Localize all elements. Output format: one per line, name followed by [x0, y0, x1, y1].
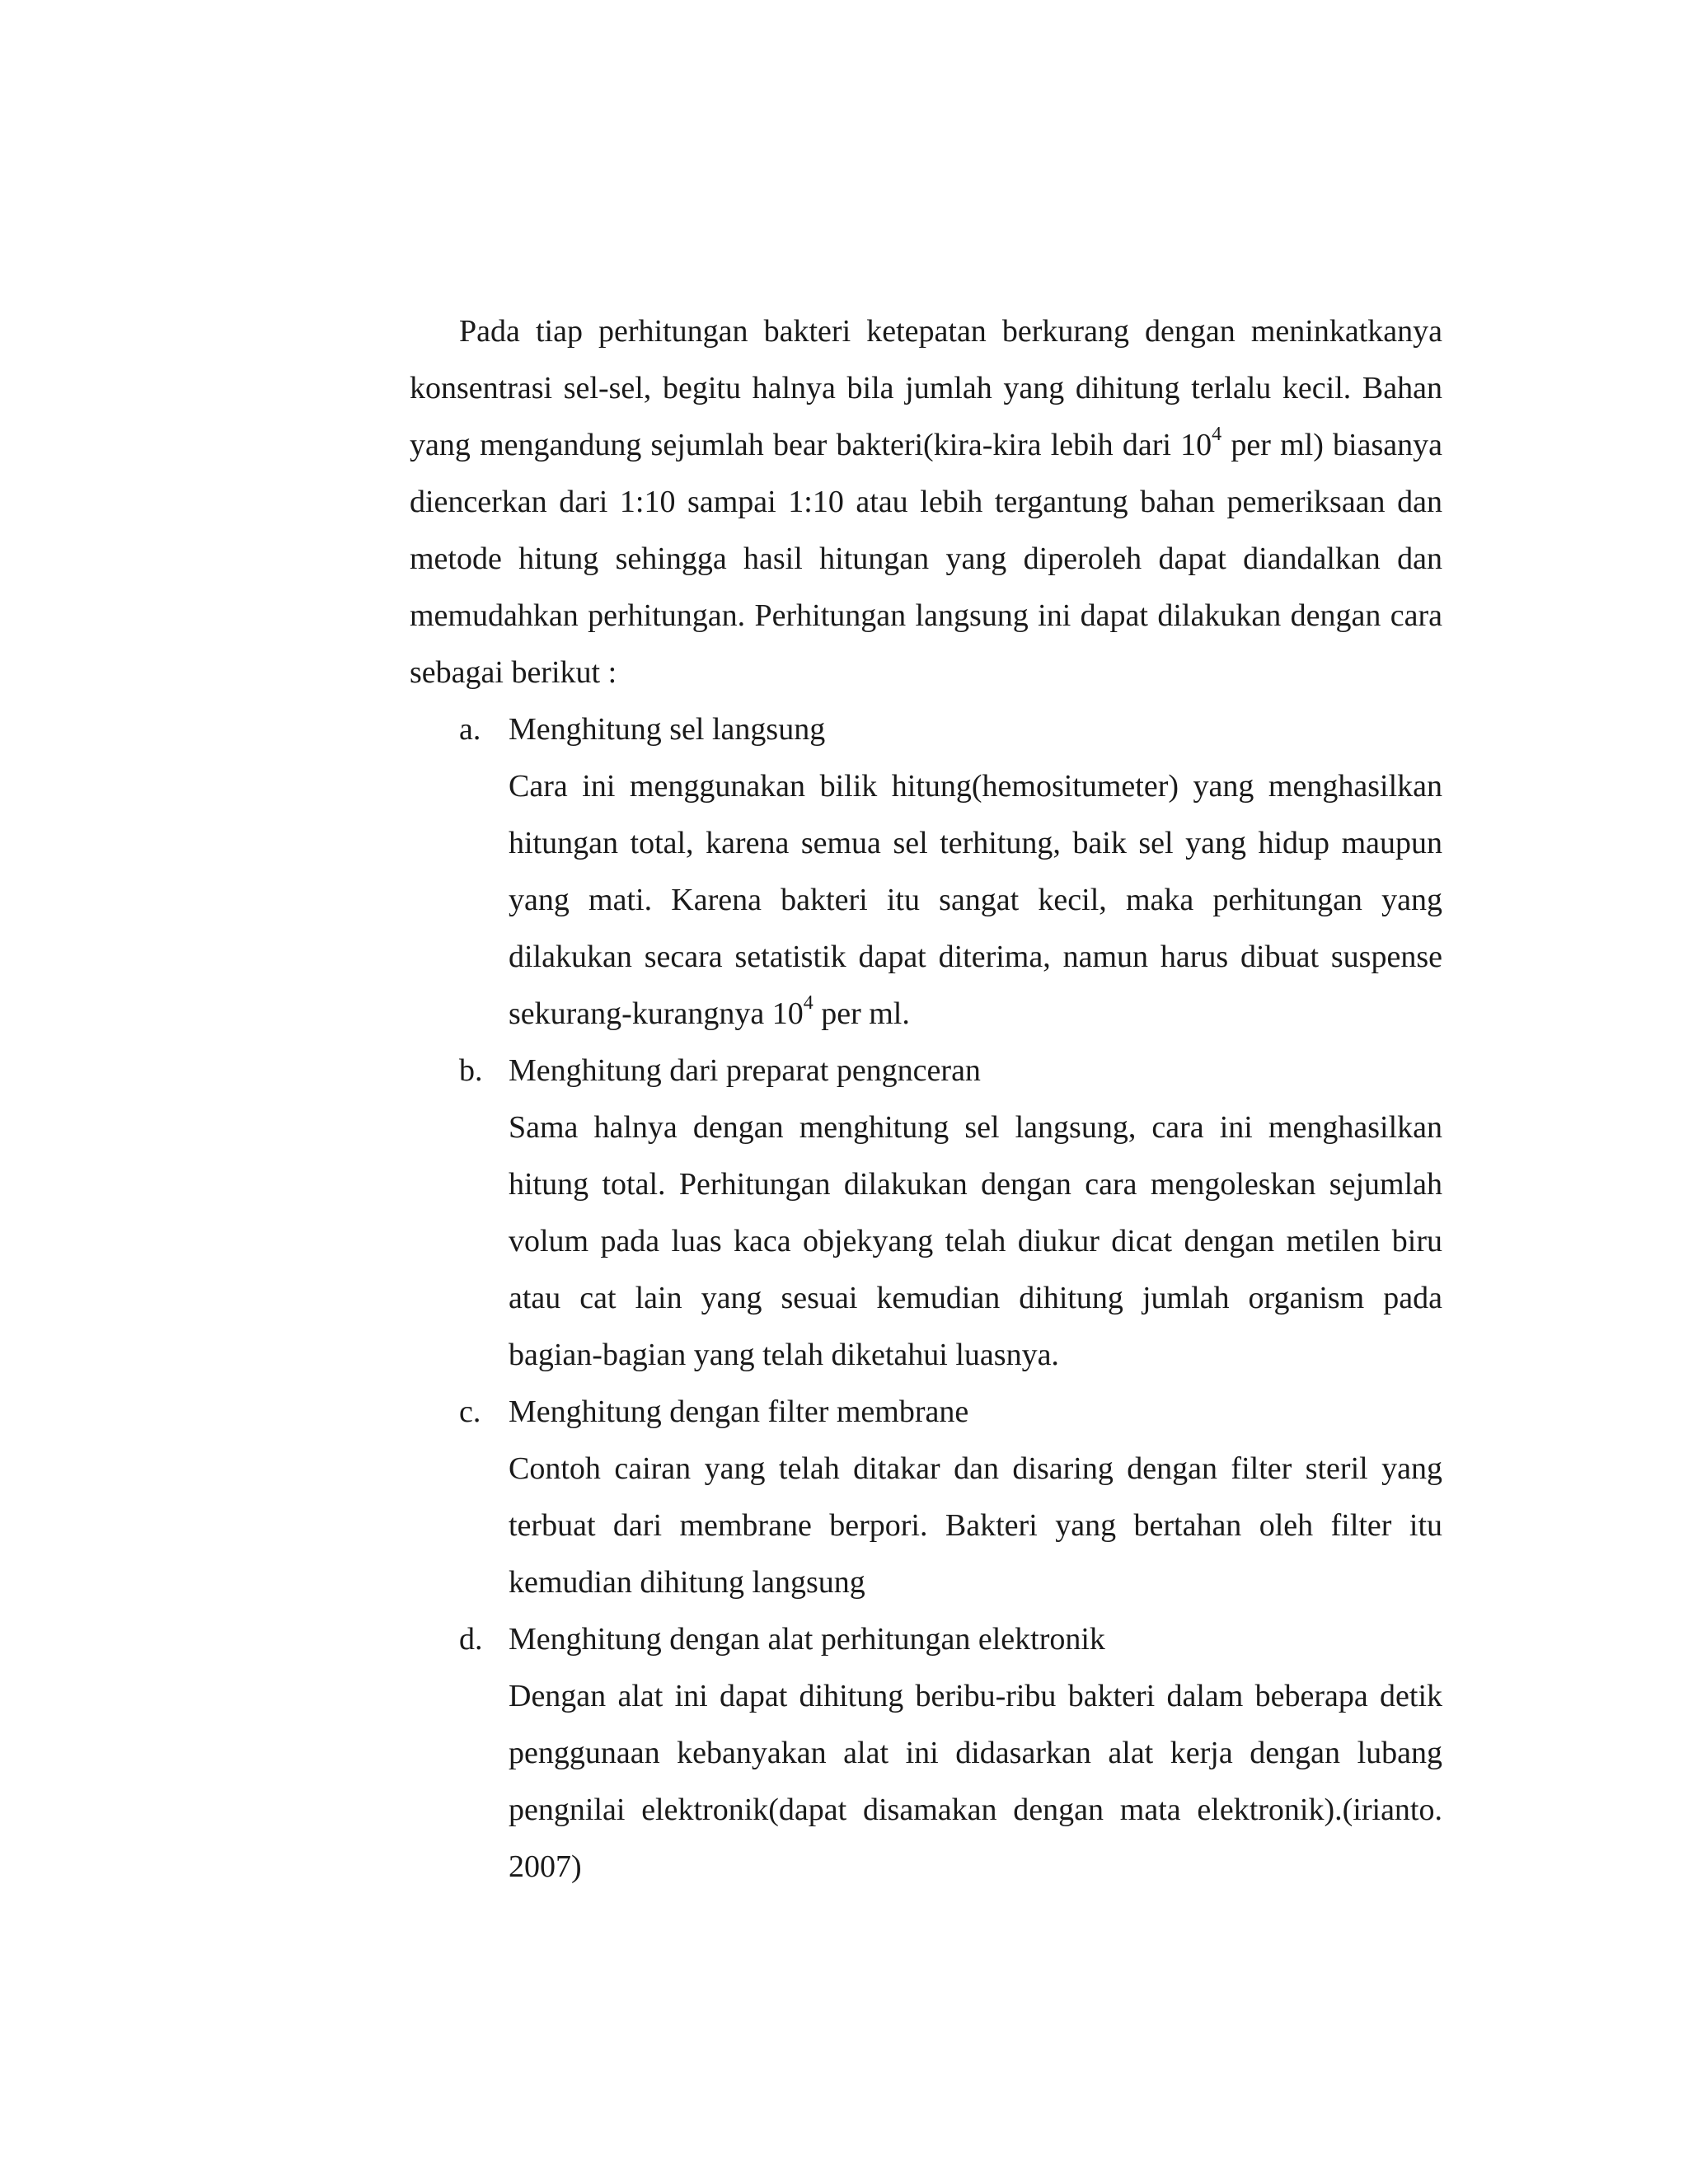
item-body-part1: Cara ini menggunakan bilik hitung(hemositumeter) yang menghasilkan hitungan total, karena semua sel terhitung, baik sel yang hidup maupun yang mati. Karena bakteri itu sangat kecil, maka perhitungan yang dilakukan secara setatistik dapat diterima, namun harus dibuat suspense sekurang-kurangnya 10 — [509, 769, 1442, 1031]
item-heading: Menghitung dengan alat perhitungan elektronik — [509, 1622, 1105, 1657]
item-body-part2: per ml. — [813, 996, 910, 1031]
item-body: Sama halnya dengan menghitung sel langsung, cara ini menghasilkan hitung total. Perhitungan dilakukan dengan cara mengoleskan sejumlah volum pada luas kaca objekyang telah diukur dicat dengan metilen biru atau cat lain yang sesuai kemudian dihitung jumlah organism pada bagian-bagian yang telah diketahui luasnya. — [509, 1110, 1442, 1372]
item-body: Contoh cairan yang telah ditakar dan disaring dengan filter steril yang terbuat dari membrane berpori. Bakteri yang bertahan oleh filter itu kemudian dihitung langsung — [509, 1451, 1442, 1600]
list-item-d — [410, 1611, 1442, 1896]
method-list — [410, 701, 1442, 1896]
page-content — [410, 303, 1442, 1896]
list-marker: d. — [459, 1622, 483, 1657]
list-marker: c. — [459, 1394, 481, 1429]
item-body: Dengan alat ini dapat dihitung beribu-ribu bakteri dalam beberapa detik penggunaan kebanyakan alat ini didasarkan alat kerja dengan lubang pengnilai elektronik(dapat disamakan dengan mata elektronik).(irianto. 2007) — [509, 1679, 1442, 1884]
list-item-c — [410, 1384, 1442, 1611]
list-marker: b. — [459, 1053, 483, 1088]
item-body — [509, 758, 1442, 1043]
item-body-superscript: 4 — [803, 992, 814, 1015]
intro-superscript: 4 — [1212, 424, 1222, 446]
list-item-b — [410, 1043, 1442, 1384]
item-heading: Menghitung sel langsung — [509, 712, 826, 747]
intro-paragraph — [410, 303, 1442, 701]
list-marker: a. — [459, 712, 481, 747]
intro-text-part2: per ml) biasanya diencerkan dari 1:10 sampai 1:10 atau lebih tergantung bahan pemeriksaan dan metode hitung sehingga hasil hitungan yang diperoleh dapat diandalkan dan memudahkan perhitungan. Perhitungan langsung ini dapat dilakukan dengan cara sebagai berikut : — [410, 428, 1443, 690]
list-item-a — [410, 701, 1442, 1043]
item-heading: Menghitung dari preparat pengnceran — [509, 1053, 981, 1088]
item-heading: Menghitung dengan filter membrane — [509, 1394, 969, 1429]
intro-text-part1: Pada tiap perhitungan bakteri ketepatan berkurang dengan meninkatkanya konsentrasi sel-sel, begitu halnya bila jumlah yang dihitung terlalu kecil. Bahan yang mengandung sejumlah bear bakteri(kira-kira lebih dari 10 — [410, 314, 1442, 462]
